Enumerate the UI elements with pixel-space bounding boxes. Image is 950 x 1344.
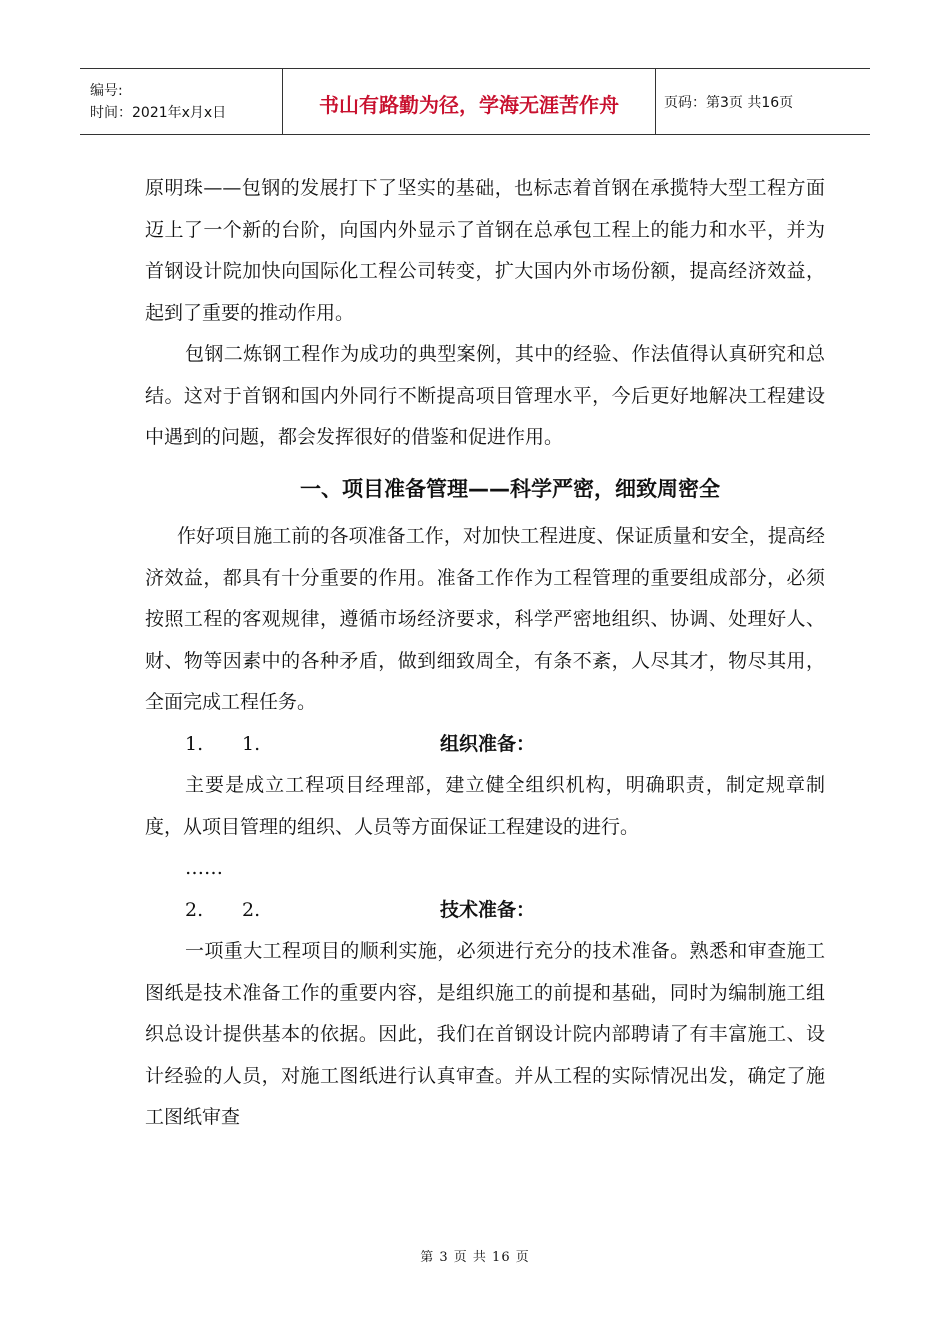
paragraph-1: 原明珠——包钢的发展打下了坚实的基础，也标志着首钢在承揽特大型工程方面迈上了一个新的台阶，向国内外显示了首钢在总承包工程上的能力和水平，并为首钢设计院加快向国际化工程公司转变，扩大国内外市场份额，提高经济效益，起到了重要的推动作用。	[145, 177, 825, 324]
paragraph-4: 主要是成立工程项目经理部，建立健全组织机构，明确职责，制定规章制度，从项目管理的组织、人员等方面保证工程建设的进行。	[145, 774, 825, 838]
sub-heading-number: 2.	[185, 898, 204, 921]
sub-heading-number: 2.	[242, 898, 261, 921]
sub-heading-technical	[145, 890, 825, 932]
ellipsis: ……	[185, 857, 223, 879]
header-page-code: 页码：第3页 共16页	[664, 94, 794, 111]
date-label: 时间：2021年x月x日	[90, 104, 227, 121]
page-header	[80, 68, 870, 135]
sub-heading-organization	[145, 724, 825, 766]
section-title: 一、项目准备管理——科学严密，细致周密全	[300, 476, 720, 501]
paragraph-5: 一项重大工程项目的顺利实施，必须进行充分的技术准备。熟悉和审查施工图纸是技术准备工作的重要内容，是组织施工的前提和基础，同时为编制施工组织总设计提供基本的依据。因此，我们在首钢设计院内部聘请了有丰富施工、设计经验的人员，对施工图纸进行认真审查。并从工程的实际情况出发，确定了施工图纸审查	[145, 940, 825, 1128]
paragraph-3: 作好项目施工前的各项准备工作，对加快工程进度、保证质量和安全，提高经济效益，都具有十分重要的作用。准备工作作为工程管理的重要组成部分，必须按照工程的客观规律，遵循市场经济要求，科学严密地组织、协调、处理好人、财、物等因素中的各种矛盾，做到细致周全，有条不紊，人尽其才，物尽其用，全面完成工程任务。	[145, 525, 825, 713]
sub-heading-number: 1.	[242, 732, 261, 755]
document-body	[145, 168, 825, 1139]
paragraph-2: 包钢二炼钢工程作为成功的典型案例，其中的经验、作法值得认真研究和总结。这对于首钢和国内外同行不断提高项目管理水平，今后更好地解决工程建设中遇到的问题，都会发挥很好的借鉴和促进作用。	[145, 343, 825, 448]
header-motto: 书山有路勤为径，学海无涯苦作舟	[319, 93, 619, 117]
header-page-code-cell	[656, 69, 870, 134]
sub-heading-title: 组织准备：	[440, 732, 536, 755]
header-motto-cell	[283, 69, 656, 134]
page-footer: 第 3 页 共 16 页	[420, 1250, 530, 1265]
doc-number-label: 编号:	[90, 82, 123, 99]
header-meta-cell	[80, 69, 283, 134]
sub-heading-number: 1.	[185, 732, 204, 755]
sub-heading-title: 技术准备：	[440, 898, 536, 921]
